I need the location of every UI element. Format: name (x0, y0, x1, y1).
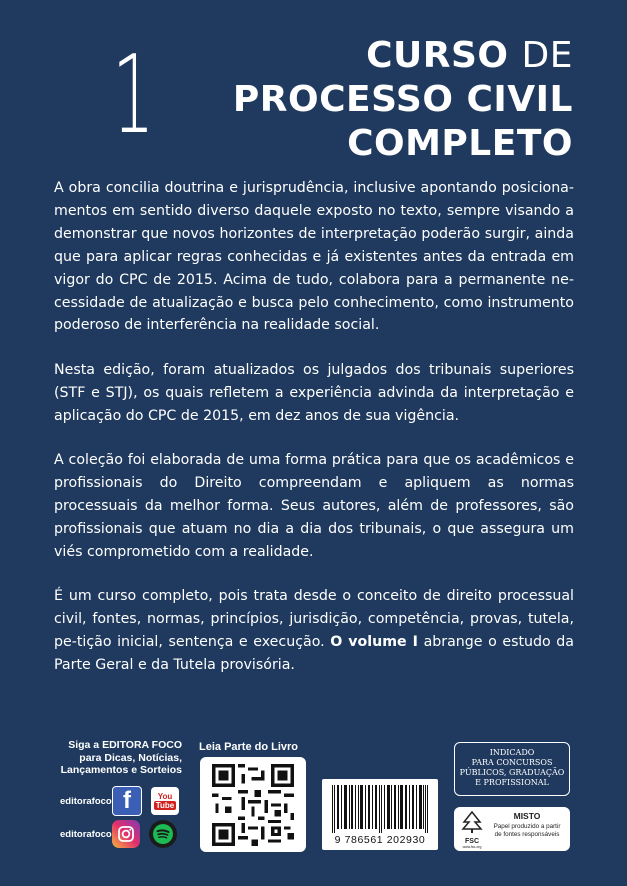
facebook-icon[interactable]: f (112, 786, 142, 816)
paragraph-4-start: É um curso completo, pois trata desde o conceito de direito processual civil, fontes, normas, princípios, jurisdição, competência, provas, tutela, pe-tição inicial, sentença e execução. (54, 588, 574, 650)
youtube-icon[interactable] (151, 787, 179, 815)
synopsis-paragraph-1: A obra concilia doutrina e jurisprudência, inclusive apontando posiciona-mentos em sentido diverso daquele exposto no texto, sempre visando a demonstrar que novos horizontes de interpretação poderão surgir, ainda que para aplicar regras conhecidas e já existentes antes da entrada em vigor do CPC de 2015. Acima de tudo, colabora para a permanente ne-cessidade de atualização e busca pelo conhecimento, como instrumento poderoso de interferência na realidade social. (54, 180, 574, 334)
fsc-description (486, 823, 568, 838)
fsc-line-2: de fontes responsáveis (494, 830, 560, 838)
indicado-line-3: PÚBLICOS, GRADUAÇÃO (459, 768, 565, 777)
qr-code-icon (212, 764, 294, 846)
spotify-icon[interactable] (149, 820, 177, 848)
follow-line-2: para Dicas, Notícias, (79, 751, 182, 764)
title-line-1 (233, 34, 573, 78)
follow-line-1: Siga a EDITORA FOCO (68, 739, 182, 751)
fsc-certification (454, 807, 570, 851)
fsc-misto: MISTO (513, 811, 541, 821)
synopsis-paragraph-3: A coleção foi elaborada de uma forma prática para que os acadêmicos e profissionais do Direito compreendam e apliquem as normas processuais da melhor forma. Seus autores, além de professores, são profissionais que atuam no dia a dia dos tribunais, o que assegura um viés comprometido com a realidade. (54, 452, 574, 560)
follow-heading (60, 739, 182, 777)
social-row-2 (60, 820, 186, 848)
title-word-curso: CURSO (366, 35, 509, 76)
social-row-1 (60, 786, 188, 816)
paragraph-4-bold: O volume I (330, 633, 418, 650)
youtube-bottom-text: Tube (155, 801, 175, 810)
social-handle: editorafoco (60, 828, 112, 840)
read-sample-label: Leia Parte do Livro (199, 741, 299, 753)
paragraph-4-end: abrange o estudo da Parte Geral e da Tutela provisória. (54, 633, 574, 673)
indicado-line-1: INDICADO (489, 748, 535, 757)
fsc-line-1: Papel produzido a partir (493, 823, 561, 830)
isbn-barcode (322, 779, 438, 850)
title-word-de: DE (521, 35, 573, 76)
book-title (233, 34, 573, 166)
fsc-tree-icon (459, 810, 485, 848)
title-line-2: PROCESSO CIVIL (232, 79, 573, 120)
fsc-label: FSC (465, 838, 479, 845)
title-line-3: COMPLETO (347, 123, 573, 164)
indicado-line-2: PARA CONCURSOS (471, 758, 553, 767)
barcode-icon (322, 783, 438, 835)
volume-number: 1 (112, 33, 155, 158)
fsc-site: www.fsc.org (462, 845, 482, 849)
isbn-number: 9 786561 202930 (334, 834, 426, 846)
youtube-top-text: You (157, 792, 173, 801)
synopsis-paragraph-4 (54, 585, 574, 677)
indicado-line-4: E PROFISSIONAL (475, 778, 549, 787)
follow-line-3: Lançamentos e Sorteios (60, 764, 182, 776)
indicado-badge (454, 742, 570, 796)
synopsis-paragraph-2: Nesta edição, foram atualizados os julgados dos tribunais superiores (STF e STJ), os quais refletem a experiência advinda da interpretação e aplicação do CPC de 2015, em dez anos de sua vigência. (54, 361, 574, 424)
social-handle: editorafoco (60, 795, 112, 807)
synopsis (54, 177, 574, 698)
instagram-icon[interactable] (112, 820, 140, 848)
qr-code[interactable] (200, 757, 306, 852)
